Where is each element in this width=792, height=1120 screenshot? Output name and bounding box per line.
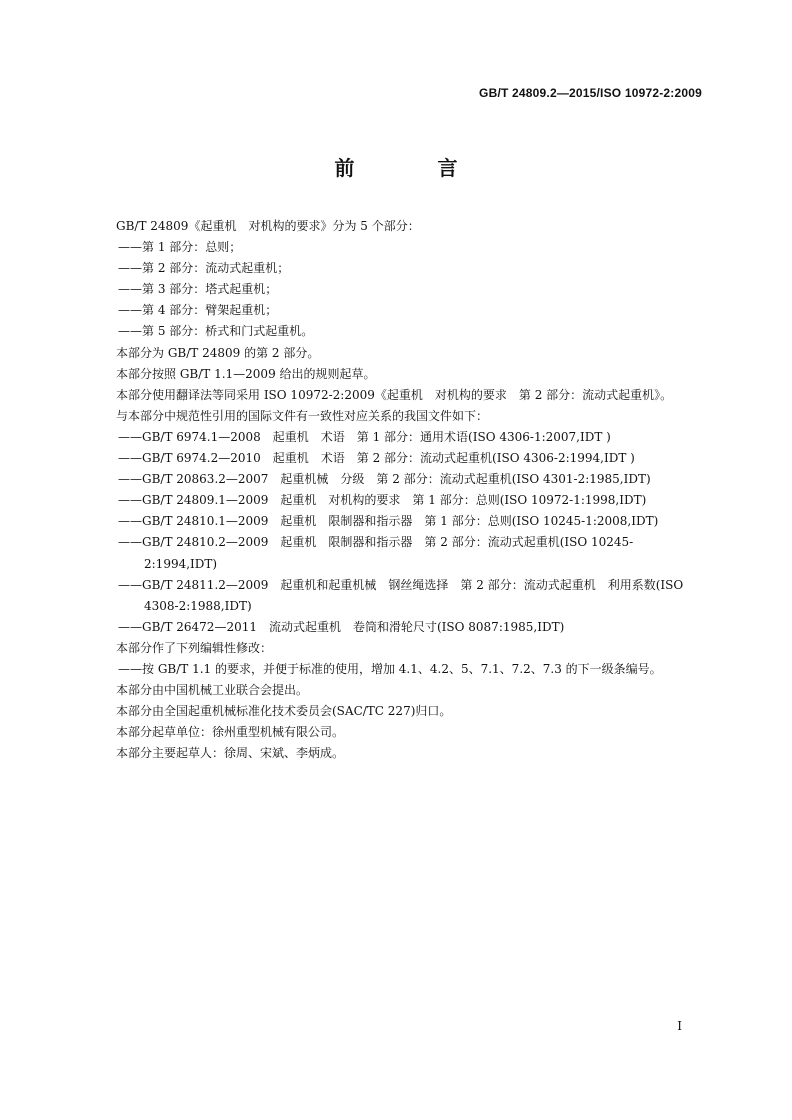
reference-list-item: ——GB/T 24810.2—2009 起重机 限制器和指示器 第 2 部分：流动式起重机(ISO 10245-2:1994,IDT): [118, 535, 634, 571]
page-number: I: [677, 1019, 682, 1033]
reference-list-item: ——GB/T 20863.2—2007 起重机械 分级 第 2 部分：流动式起重机(ISO 4301-2:1985,IDT): [118, 472, 651, 487]
foreword-body: [92, 216, 704, 764]
part-list-item: ——第 5 部分：桥式和门式起重机。: [118, 324, 314, 339]
part-list-item: ——第 2 部分：流动式起重机；: [118, 261, 290, 276]
reference-list-item: ——GB/T 24810.1—2009 起重机 限制器和指示器 第 1 部分：总则(ISO 10245-1:2008,IDT): [118, 514, 659, 529]
proposed-by-paragraph: 本部分由中国机械工业联合会提出。: [116, 683, 309, 698]
reference-list-item: ——GB/T 26472—2011 流动式起重机 卷筒和滑轮尺寸(ISO 8087:1985,IDT): [118, 619, 565, 634]
page-title: 前 言: [334, 156, 496, 180]
reference-list-item: ——GB/T 24811.2—2009 起重机和起重机械 钢丝绳选择 第 2 部分：流动式起重机 利用系数(ISO 4308-2:1988,IDT): [118, 577, 684, 613]
document-code-header: GB/T 24809.2—2015/ISO 10972-2:2009: [479, 86, 702, 100]
editorial-list-item: ——按 GB/T 1.1 的要求，并便于标准的使用，增加 4.1、4.2、5、7.1、7.2、7.3 的下一级条编号。: [118, 661, 662, 676]
part-list-item: ——第 4 部分：臂架起重机；: [118, 303, 278, 318]
reference-list-item: ——GB/T 24809.1—2009 起重机 对机构的要求 第 1 部分：总则(ISO 10972-1:1998,IDT): [118, 493, 647, 508]
reference-list-item: ——GB/T 6974.1—2008 起重机 术语 第 1 部分：通用术语(ISO 4306-1:2007,IDT ): [118, 429, 611, 444]
intro-paragraph: GB/T 24809《起重机 对机构的要求》分为 5 个部分：: [116, 219, 420, 233]
editorial-paragraph: 本部分作了下列编辑性修改：: [116, 640, 273, 655]
part-list-item: ——第 1 部分：总则；: [118, 240, 242, 255]
drafters-paragraph: 本部分主要起草人：徐周、宋斌、李炳成。: [116, 746, 345, 761]
reference-list-item: ——GB/T 6974.2—2010 起重机 术语 第 2 部分：流动式起重机(ISO 4306-2:1994,IDT ): [118, 451, 635, 466]
rules-paragraph: 本部分按照 GB/T 1.1—2009 给出的规则起草。: [116, 366, 376, 381]
drafting-unit-paragraph: 本部分起草单位：徐州重型机械有限公司。: [116, 725, 345, 740]
translation-paragraph: 本部分使用翻译法等同采用 ISO 10972-2:2009《起重机 对机构的要求 第 2 部分：流动式起重机》。: [116, 387, 673, 402]
references-intro-paragraph: 与本部分中规范性引用的国际文件有一致性对应关系的我国文件如下：: [116, 408, 489, 423]
part-paragraph: 本部分为 GB/T 24809 的第 2 部分。: [116, 345, 320, 360]
part-list-item: ——第 3 部分：塔式起重机；: [118, 282, 278, 297]
managed-by-paragraph: 本部分由全国起重机械标准化技术委员会(SAC/TC 227)归口。: [116, 704, 452, 719]
